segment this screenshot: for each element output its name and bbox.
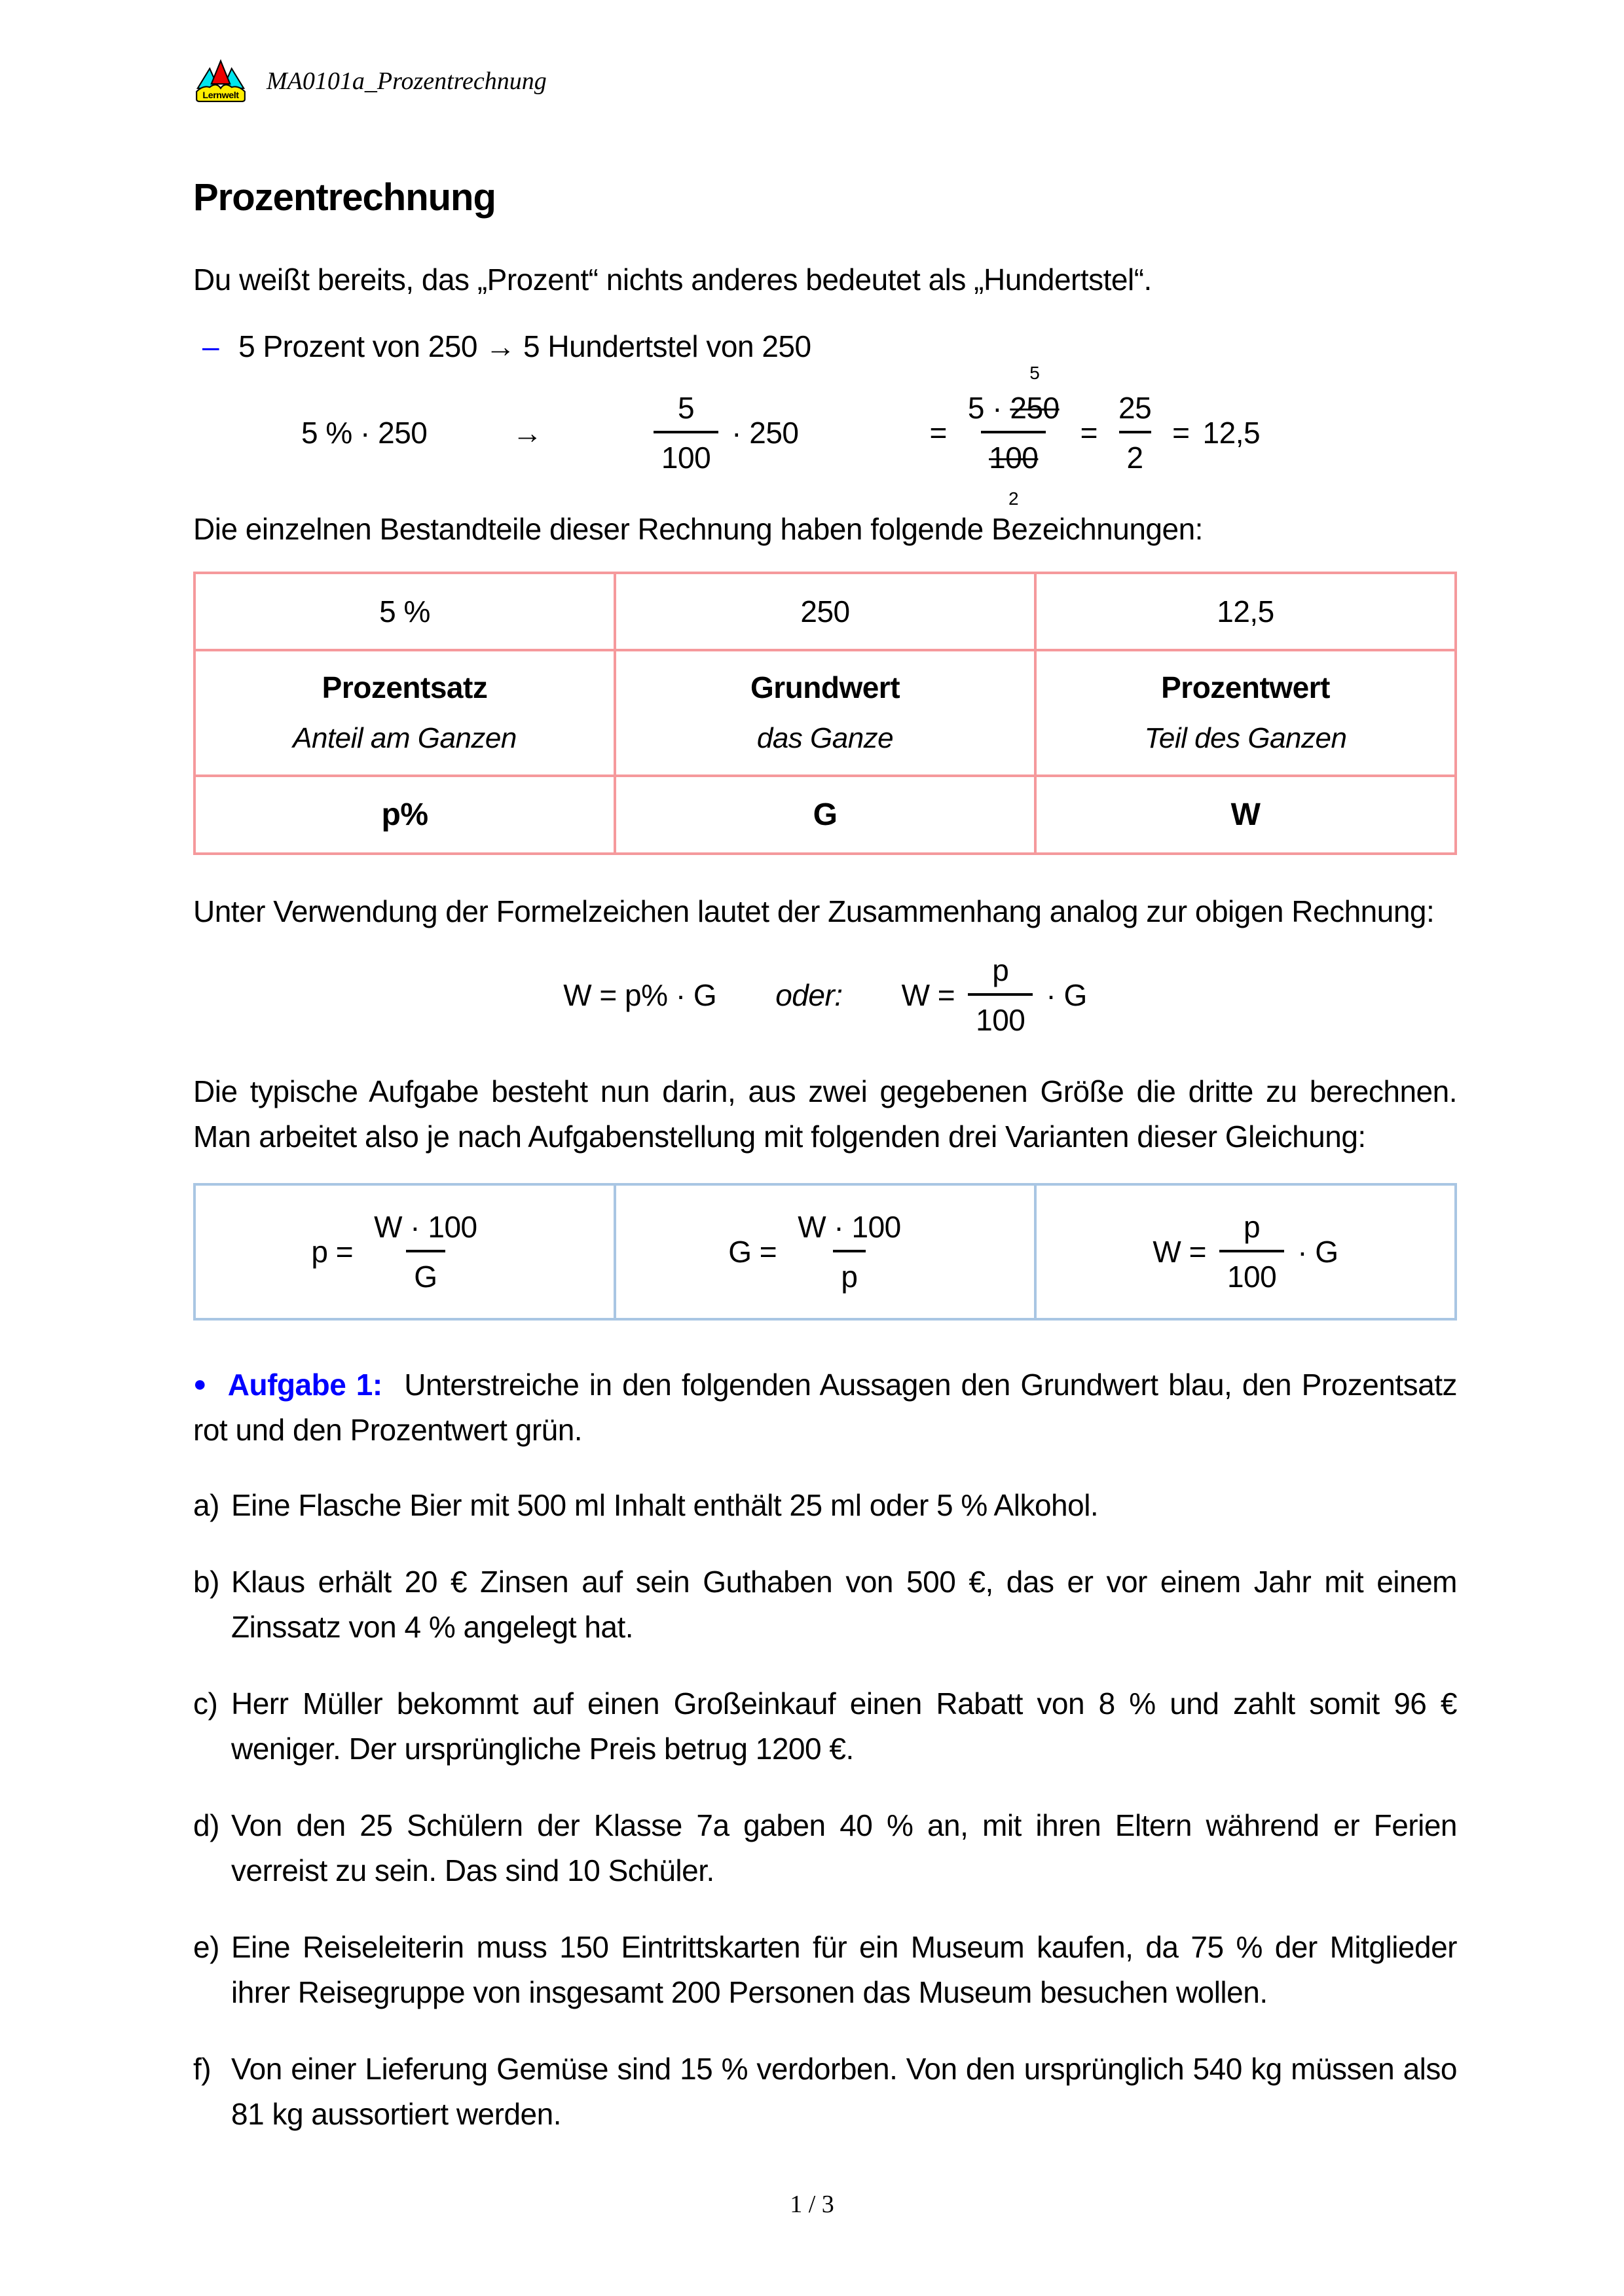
fraction-numerator: 5 xyxy=(677,391,695,425)
example-fraction-term xyxy=(654,390,799,475)
variant-cell xyxy=(615,1184,1035,1319)
fraction-denominator: p xyxy=(833,1250,865,1294)
name-cell xyxy=(194,650,615,776)
item-text: Eine Reiseleiterin muss 150 Eintrittskarten für ein Museum kaufen, da 75 % der Mitglieder ihrer Reisegruppe von insgesamt 200 Personen das Museum besuchen wollen. xyxy=(231,1930,1457,2009)
table-row-names xyxy=(194,650,1456,776)
term-subtitle: Anteil am Ganzen xyxy=(293,722,517,754)
fraction xyxy=(654,390,718,475)
item-label: b) xyxy=(193,1565,219,1599)
fraction-numerator: p xyxy=(992,953,1009,987)
w-formula-fraction xyxy=(902,953,1087,1038)
result-fraction xyxy=(1111,390,1159,475)
oder-label: oder: xyxy=(775,978,843,1012)
variant-formula xyxy=(1043,1209,1448,1294)
page-number: 1 / 3 xyxy=(790,2191,834,2218)
formel-intro-paragraph: Unter Verwendung der Formelzeichen lautet der Zusammenhang analog zur obigen Rechnung: xyxy=(193,894,1435,928)
term-name: Grundwert xyxy=(750,670,900,704)
formula-suffix: · G xyxy=(1046,978,1087,1012)
symbol-cell: p% xyxy=(194,776,615,854)
cancelled-100 xyxy=(989,440,1039,509)
item-label: d) xyxy=(193,1808,219,1842)
value-cell: 5 % xyxy=(194,573,615,650)
value-cell: 250 xyxy=(615,573,1035,650)
variant-cell xyxy=(1035,1184,1456,1319)
equals-sign: = xyxy=(1080,416,1098,450)
numerator-prefix: 5 · xyxy=(967,391,1003,425)
cancelled-250 xyxy=(1010,363,1060,426)
aufgabe-text: Unterstreiche in den folgenden Aussagen den Grundwert blau, den Prozentsatz rot und den Prozentwert grün. xyxy=(193,1368,1457,1447)
fraction xyxy=(968,953,1033,1038)
variants-intro-paragraph: Die typische Aufgabe besteht nun darin, aus zwei gegebenen Größe die dritte zu berechnen. Man arbeitet also je nach Aufgabenstellung mit folgenden drei Varianten dieser Gleichung: xyxy=(193,1074,1457,1154)
variant-formula xyxy=(202,1209,607,1294)
list-item-a xyxy=(193,1483,1457,1528)
aufgabe-label: Aufgabe 1: xyxy=(227,1368,382,1402)
term-name: Prozentsatz xyxy=(322,670,488,704)
item-text: Eine Flasche Bier mit 500 ml Inhalt enthält 25 ml oder 5 % Alkohol. xyxy=(231,1488,1099,1522)
item-label: e) xyxy=(193,1930,219,1964)
page-title: Prozentrechnung xyxy=(193,176,496,219)
dash-bullet-text: 5 Prozent von 250 → 5 Hundertstel von 250 xyxy=(238,329,811,363)
term-subtitle: das Ganze xyxy=(756,722,894,754)
page-header xyxy=(193,58,1457,105)
list-item-c xyxy=(193,1681,1457,1772)
fraction-numerator: 25 xyxy=(1118,391,1152,425)
fraction xyxy=(790,1209,909,1294)
cancel-value: 250 xyxy=(1010,391,1060,425)
symbol-cell: W xyxy=(1035,776,1456,854)
arrow-icon: → xyxy=(512,416,542,450)
fraction-denominator: 100 xyxy=(1219,1250,1284,1294)
equals-sign: = xyxy=(929,416,947,450)
item-text: Herr Müller bekommt auf einen Großeinkauf einen Rabatt von 8 % und zahlt somit 96 € weniger. Der ursprüngliche Preis betrug 1200 €. xyxy=(231,1686,1457,1766)
logo-text: Lernwelt xyxy=(202,90,239,101)
item-text: Klaus erhält 20 € Zinsen auf sein Guthaben von 500 €, das er vor einem Jahr mit einem Zinssatz von 4 % angelegt hat. xyxy=(231,1565,1457,1644)
symbol-cell: G xyxy=(615,776,1035,854)
table-row-values xyxy=(194,573,1456,650)
list-item-f xyxy=(193,2047,1457,2137)
table-row-variants xyxy=(194,1184,1456,1319)
formula-lhs: p = xyxy=(311,1235,354,1269)
example-formula xyxy=(193,363,1457,509)
cancel-small-top: 5 xyxy=(1029,363,1040,383)
bezeichnungen-table xyxy=(193,572,1457,855)
item-label: c) xyxy=(193,1686,218,1721)
dash-bullet-icon: – xyxy=(202,329,219,363)
aufgabe-heading xyxy=(193,1362,1457,1453)
formula-lhs: G = xyxy=(728,1235,777,1269)
bullet-icon: ● xyxy=(193,1372,209,1396)
lernwelt-logo-icon xyxy=(193,58,248,105)
table-row-symbols xyxy=(194,776,1456,854)
example-lhs: 5 % · 250 xyxy=(301,416,428,450)
varianten-table xyxy=(193,1183,1457,1321)
fraction-numerator: W · 100 xyxy=(374,1210,477,1244)
intro-paragraph: Du weißt bereits, das „Prozent“ nichts anderes bedeutet als „Hundertstel“. xyxy=(193,263,1152,297)
example-result: 12,5 xyxy=(1202,416,1261,450)
name-cell xyxy=(1035,650,1456,776)
term-name: Prozentwert xyxy=(1161,670,1330,704)
item-label: f) xyxy=(193,2052,212,2086)
fraction-denominator: 2 xyxy=(1119,431,1151,475)
fraction xyxy=(1219,1209,1284,1294)
w-formula-simple: W = p% · G xyxy=(563,978,717,1012)
list-item-e xyxy=(193,1925,1457,2015)
equals-sign: = xyxy=(1172,416,1190,450)
name-cell xyxy=(615,650,1035,776)
fraction-numerator: W · 100 xyxy=(798,1210,901,1244)
fraction xyxy=(366,1209,485,1294)
fraction-denominator: 100 xyxy=(654,431,718,475)
fraction-suffix: · 250 xyxy=(731,416,799,450)
list-item-d xyxy=(193,1803,1457,1893)
fraction-numerator: p xyxy=(1244,1210,1261,1244)
item-text: Von den 25 Schülern der Klasse 7a gaben 40 % an, mit ihren Eltern während er Ferien verreist zu sein. Das sind 10 Schüler. xyxy=(231,1808,1457,1887)
formula-suffix: · G xyxy=(1297,1235,1338,1269)
item-text: Von einer Lieferung Gemüse sind 15 % verdorben. Von den ursprünglich 540 kg müssen also 81 kg aussortiert werden. xyxy=(231,2052,1457,2131)
cancel-value: 100 xyxy=(989,441,1039,475)
cancel-numerator xyxy=(960,363,1067,431)
example-evaluation-chain xyxy=(929,363,1261,509)
names-intro-paragraph: Die einzelnen Bestandteile dieser Rechnung haben folgende Bezeichnungen: xyxy=(193,512,1203,546)
dash-bullet-line xyxy=(193,329,1457,364)
item-label: a) xyxy=(193,1488,219,1522)
cancel-small-bottom: 2 xyxy=(1008,488,1019,509)
formula-lhs: W = xyxy=(901,978,955,1012)
w-formula-row xyxy=(193,953,1457,1038)
document-title: MA0101a_Prozentrechnung xyxy=(267,67,547,95)
variant-formula xyxy=(623,1209,1027,1294)
cancel-denominator xyxy=(981,431,1046,509)
variant-cell xyxy=(194,1184,615,1319)
fraction-denominator: 100 xyxy=(968,993,1033,1038)
value-cell: 12,5 xyxy=(1035,573,1456,650)
formula-lhs: W = xyxy=(1153,1235,1206,1269)
cancel-fraction xyxy=(960,363,1067,509)
term-subtitle: Teil des Ganzen xyxy=(1144,722,1347,754)
fraction-denominator: G xyxy=(406,1250,445,1294)
list-item-b xyxy=(193,1559,1457,1650)
